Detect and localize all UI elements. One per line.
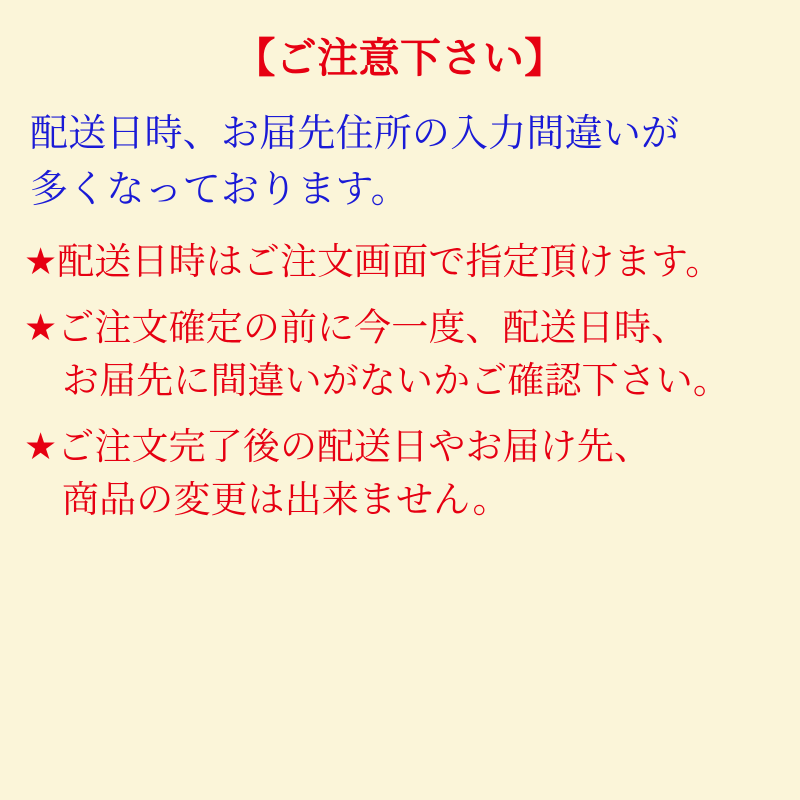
notice-bullet-3-line-1: ★ご注文完了後の配送日やお届け先、 bbox=[24, 425, 652, 469]
notice-intro-line-1: 配送日時、お届先住所の入力間違いが bbox=[30, 111, 680, 156]
notice-bullet-item bbox=[24, 236, 776, 289]
notice-intro bbox=[24, 105, 776, 217]
notice-bullet-item bbox=[24, 302, 776, 407]
notice-bullet-list bbox=[24, 236, 776, 527]
notice-bullet-item bbox=[24, 421, 776, 526]
notice-bullet-3-line-2: 商品の変更は出来ません。 bbox=[62, 477, 510, 521]
notice-intro-line-2: 多くなっております。 bbox=[30, 167, 409, 212]
notice-bullet-2-line-2: お届先に間違いがないかご確認下さい。 bbox=[62, 358, 730, 402]
notice-bullet-2-line-1: ★ご注文確定の前に今一度、配送日時、 bbox=[24, 306, 689, 350]
notice-heading: 【ご注意下さい】 bbox=[234, 34, 566, 82]
notice-bullet-1-line-1: ★配送日時はご注文画面で指定頂けます。 bbox=[24, 239, 723, 283]
